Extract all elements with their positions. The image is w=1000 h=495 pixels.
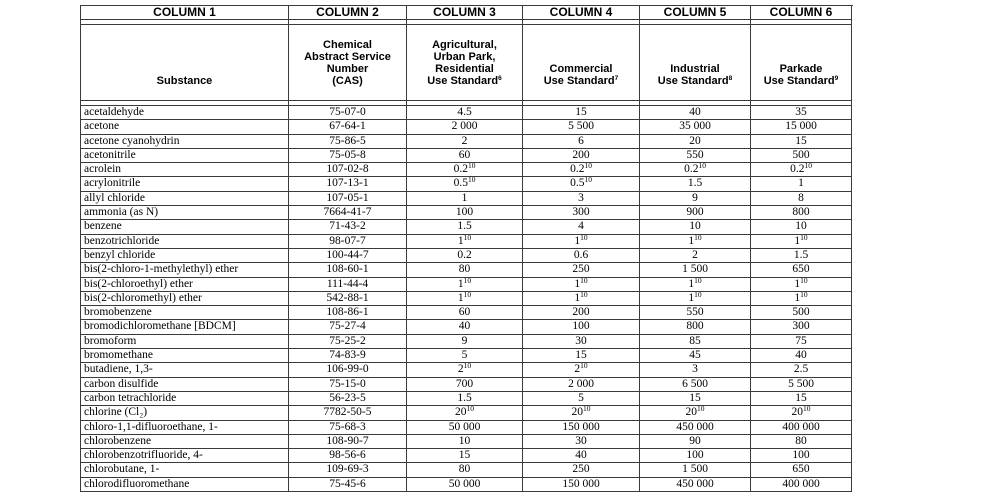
parkade-value-cell: 8 — [751, 192, 852, 206]
substance-cell: bis(2-chloroethyl) ether — [81, 278, 289, 292]
agricultural-residential-value-cell: 700 — [407, 378, 523, 392]
commercial-value-cell: 250 — [523, 463, 640, 477]
agricultural-residential-value-cell: 4.5 — [407, 106, 523, 120]
column-1-label: COLUMN 1 — [81, 6, 289, 20]
header-line — [523, 75, 639, 87]
agricultural-residential-value: 20 — [455, 406, 467, 419]
industrial-value-cell: 550 — [640, 306, 751, 320]
agricultural-residential-value-cell: 80 — [407, 463, 523, 477]
commercial-header — [523, 25, 640, 101]
footnote-ref: 10 — [804, 163, 812, 171]
agricultural-residential-value: 1 — [457, 277, 464, 290]
industrial-value-cell: 450 000 — [640, 478, 751, 492]
commercial-value-cell: 200 — [523, 306, 640, 320]
cas-number-cell: 542-88-1 — [289, 292, 407, 306]
column-5-label: COLUMN 5 — [640, 6, 751, 20]
agricultural-residential-value-cell: 2 000 — [407, 120, 523, 134]
substance-cell: bis(2-chloromethyl) ether — [81, 292, 289, 306]
parkade-value-cell: 650 — [751, 263, 852, 277]
footnote-ref: 10 — [694, 277, 702, 285]
industrial-value-cell: 1.5 — [640, 177, 751, 191]
agricultural-residential-value-cell: 50 000 — [407, 478, 523, 492]
substance-cell: bromoform — [81, 335, 289, 349]
substance-cell: benzene — [81, 220, 289, 234]
commercial-value-cell: 300 — [523, 206, 640, 220]
agricultural-residential-value-cell: 1 — [407, 192, 523, 206]
column-6-label: COLUMN 6 — [751, 6, 852, 20]
substance-cell: acetonitrile — [81, 149, 289, 163]
parkade-value-cell: 400 000 — [751, 478, 852, 492]
substance-cell: chlorobutane, 1- — [81, 463, 289, 477]
industrial-value: 1 — [688, 277, 695, 290]
industrial-value: 0.2 — [684, 163, 699, 176]
industrial-value-cell: 900 — [640, 206, 751, 220]
table-body — [81, 106, 853, 492]
industrial-value-cell: 450 000 — [640, 421, 751, 435]
industrial-value-cell: 85 — [640, 335, 751, 349]
parkade-value: 1 — [794, 277, 801, 290]
commercial-value: 1 — [574, 291, 581, 304]
cas-number-cell: 67-64-1 — [289, 120, 407, 134]
table-row — [81, 392, 853, 406]
header-line-text: Use Standard — [657, 75, 729, 87]
table-row — [81, 206, 853, 220]
commercial-value-cell — [523, 278, 640, 292]
footnote-ref: 10 — [466, 406, 474, 414]
table-row — [81, 363, 853, 377]
industrial-value-cell: 6 500 — [640, 378, 751, 392]
cas-number-header — [289, 25, 407, 101]
cas-number-cell: 109-69-3 — [289, 463, 407, 477]
footnote-ref: 10 — [463, 291, 472, 299]
parkade-value-cell: 300 — [751, 320, 852, 334]
header-line — [751, 75, 851, 87]
substance-cell: carbon tetrachloride — [81, 392, 289, 406]
footnote-ref: 10 — [800, 277, 808, 285]
industrial-value-cell: 100 — [640, 449, 751, 463]
header-line: Industrial — [670, 63, 720, 75]
agricultural-residential-value-cell — [407, 235, 523, 249]
agricultural-residential-header — [407, 25, 523, 101]
industrial-value-cell — [640, 163, 751, 177]
industrial-value-cell: 10 — [640, 220, 751, 234]
agricultural-residential-value-cell — [407, 278, 523, 292]
substance-cell: bromodichloromethane [BDCM] — [81, 320, 289, 334]
cas-number-cell: 71-43-2 — [289, 220, 407, 234]
header-line — [640, 75, 750, 87]
agricultural-residential-value-cell: 2 — [407, 135, 523, 149]
agricultural-residential-value: 0.2 — [453, 163, 468, 176]
table-row — [81, 278, 853, 292]
industrial-value-cell — [640, 292, 751, 306]
parkade-value-cell: 800 — [751, 206, 852, 220]
commercial-value-cell: 6 — [523, 135, 640, 149]
industrial-value-cell: 800 — [640, 320, 751, 334]
table-row — [81, 149, 853, 163]
parkade-value-cell — [751, 406, 852, 420]
parkade-value-cell: 500 — [751, 149, 852, 163]
footnote-ref: 10 — [463, 277, 472, 285]
footnote-ref: 10 — [467, 163, 476, 171]
commercial-value-cell — [523, 406, 640, 420]
header-line-text: Use Standard — [543, 75, 615, 87]
table-row — [81, 463, 853, 477]
header-line: Abstract Service — [304, 51, 391, 63]
agricultural-residential-value-cell: 1.5 — [407, 220, 523, 234]
table-row — [81, 106, 853, 120]
table-row — [81, 306, 853, 320]
commercial-value-cell: 4 — [523, 220, 640, 234]
commercial-value-cell: 40 — [523, 449, 640, 463]
agricultural-residential-value-cell: 50 000 — [407, 421, 523, 435]
parkade-value-cell: 5 500 — [751, 378, 852, 392]
commercial-value: 0.2 — [570, 163, 585, 176]
parkade-value: 0.2 — [790, 163, 805, 176]
agricultural-residential-value-cell: 80 — [407, 263, 523, 277]
cas-number-cell: 75-27-4 — [289, 320, 407, 334]
agricultural-residential-value-cell: 10 — [407, 435, 523, 449]
agricultural-residential-value-cell: 60 — [407, 149, 523, 163]
header-line-text: Use Standard — [427, 75, 499, 87]
parkade-value-cell: 75 — [751, 335, 852, 349]
industrial-value: 1 — [688, 291, 695, 304]
footnote-ref: 10 — [697, 406, 705, 414]
parkade-value-cell: 15 — [751, 392, 852, 406]
column-description-row — [81, 25, 853, 101]
table-row — [81, 406, 853, 420]
header-line: Parkade — [779, 63, 823, 75]
substance-cell: allyl chloride — [81, 192, 289, 206]
cas-number-cell: 108-86-1 — [289, 306, 407, 320]
industrial-value-cell: 45 — [640, 349, 751, 363]
substance-cell: benzotrichloride — [81, 235, 289, 249]
parkade-header — [751, 25, 852, 101]
header-line: Agricultural, — [432, 39, 497, 51]
industrial-value-cell: 1 500 — [640, 263, 751, 277]
commercial-value-cell: 0.6 — [523, 249, 640, 263]
commercial-value-cell: 150 000 — [523, 478, 640, 492]
commercial-value-cell: 30 — [523, 435, 640, 449]
table-row — [81, 435, 853, 449]
cas-number-cell: 7782-50-5 — [289, 406, 407, 420]
parkade-value-cell: 1.5 — [751, 249, 852, 263]
cas-number-cell: 98-07-7 — [289, 235, 407, 249]
soil-vapour-standards-table — [80, 5, 853, 492]
header-line: Substance — [156, 75, 213, 87]
cas-number-cell: 75-15-0 — [289, 378, 407, 392]
table-row — [81, 163, 853, 177]
industrial-value-cell: 15 — [640, 392, 751, 406]
parkade-value-cell: 1 — [751, 177, 852, 191]
commercial-value-cell: 250 — [523, 263, 640, 277]
cas-number-cell: 75-68-3 — [289, 421, 407, 435]
agricultural-residential-value-cell: 40 — [407, 320, 523, 334]
footnote-ref: 10 — [583, 406, 591, 414]
parkade-value-cell: 650 — [751, 463, 852, 477]
footnote-ref: 10 — [698, 163, 706, 171]
header-line — [407, 75, 522, 87]
industrial-value: 20 — [685, 406, 697, 419]
table-row — [81, 421, 853, 435]
industrial-value-cell — [640, 278, 751, 292]
table-row — [81, 292, 853, 306]
parkade-value-cell: 2.5 — [751, 363, 852, 377]
substance-cell: chlorobenzene — [81, 435, 289, 449]
parkade-value-cell: 40 — [751, 349, 852, 363]
substance-cell: chlorodifluoromethane — [81, 478, 289, 492]
commercial-value-cell — [523, 177, 640, 191]
footnote-ref: 10 — [584, 177, 592, 185]
footnote-ref: 10 — [467, 177, 476, 185]
commercial-value-cell — [523, 363, 640, 377]
parkade-value-cell — [751, 235, 852, 249]
industrial-value: 1 — [688, 234, 695, 247]
footnote-ref: 10 — [463, 234, 472, 242]
agricultural-residential-value-cell: 60 — [407, 306, 523, 320]
industrial-value-cell: 9 — [640, 192, 751, 206]
cas-number-cell: 98-56-6 — [289, 449, 407, 463]
commercial-value-cell: 5 — [523, 392, 640, 406]
table-row — [81, 192, 853, 206]
substance-cell: acrylonitrile — [81, 177, 289, 191]
header-line: Commercial — [549, 63, 613, 75]
agricultural-residential-value-cell: 1.5 — [407, 392, 523, 406]
commercial-value-cell — [523, 292, 640, 306]
agricultural-residential-value-cell — [407, 177, 523, 191]
cas-number-cell: 108-60-1 — [289, 263, 407, 277]
agricultural-residential-value-cell: 5 — [407, 349, 523, 363]
industrial-value-cell: 20 — [640, 135, 751, 149]
industrial-value-cell: 1 500 — [640, 463, 751, 477]
agricultural-residential-value-cell: 9 — [407, 335, 523, 349]
substance-cell: chloro-1,1-difluoroethane, 1- — [81, 421, 289, 435]
cas-number-cell: 100-44-7 — [289, 249, 407, 263]
parkade-value: 20 — [791, 406, 803, 419]
cas-number-cell: 106-99-0 — [289, 363, 407, 377]
commercial-value: 0.5 — [570, 177, 585, 190]
column-2-label: COLUMN 2 — [289, 6, 407, 20]
cas-number-cell: 56-23-5 — [289, 392, 407, 406]
table-row — [81, 263, 853, 277]
header-line: Number — [326, 63, 369, 75]
table-row — [81, 335, 853, 349]
footnote-ref: 6 — [498, 75, 502, 82]
parkade-value-cell: 100 — [751, 449, 852, 463]
commercial-value: 1 — [574, 234, 581, 247]
parkade-value-cell: 10 — [751, 220, 852, 234]
footnote-ref: 10 — [694, 291, 702, 299]
cas-number-cell: 75-86-5 — [289, 135, 407, 149]
footnote-ref: 10 — [800, 234, 808, 242]
agricultural-residential-value: 2 — [457, 363, 464, 376]
commercial-value-cell: 100 — [523, 320, 640, 334]
substance-cell: chlorobenzotrifluoride, 4- — [81, 449, 289, 463]
parkade-value-cell: 15 000 — [751, 120, 852, 134]
cas-number-cell: 107-05-1 — [289, 192, 407, 206]
commercial-value-cell: 200 — [523, 149, 640, 163]
table-row — [81, 235, 853, 249]
commercial-value-cell — [523, 235, 640, 249]
cas-number-cell: 74-83-9 — [289, 349, 407, 363]
commercial-value: 20 — [571, 406, 583, 419]
agricultural-residential-value-cell: 100 — [407, 206, 523, 220]
parkade-value-cell: 15 — [751, 135, 852, 149]
industrial-header — [640, 25, 751, 101]
substance-cell: bis(2-chloro-1-methylethyl) ether — [81, 263, 289, 277]
parkade-value: 1 — [794, 234, 801, 247]
table-row — [81, 135, 853, 149]
table-row — [81, 449, 853, 463]
parkade-value: 1 — [794, 291, 801, 304]
table-row — [81, 177, 853, 191]
commercial-value-cell: 15 — [523, 349, 640, 363]
commercial-value-cell: 30 — [523, 335, 640, 349]
agricultural-residential-value: 1 — [457, 234, 464, 247]
industrial-value-cell — [640, 406, 751, 420]
substance-cell: bromomethane — [81, 349, 289, 363]
table-row — [81, 478, 853, 492]
header-line: Chemical — [323, 39, 372, 51]
table-row — [81, 220, 853, 234]
cas-number-cell: 75-05-8 — [289, 149, 407, 163]
header-line: (CAS) — [332, 75, 363, 87]
cas-number-cell: 107-02-8 — [289, 163, 407, 177]
parkade-value-cell: 35 — [751, 106, 852, 120]
table-row — [81, 349, 853, 363]
agricultural-residential-value-cell — [407, 292, 523, 306]
commercial-value-cell: 2 000 — [523, 378, 640, 392]
agricultural-residential-value-cell: 15 — [407, 449, 523, 463]
table-row — [81, 378, 853, 392]
industrial-value-cell: 3 — [640, 363, 751, 377]
header-line: Urban Park, — [433, 51, 496, 63]
footnote-ref: 7 — [614, 75, 619, 82]
footnote-ref: 10 — [580, 363, 588, 371]
cas-number-cell: 108-90-7 — [289, 435, 407, 449]
substance-cell: butadiene, 1,3- — [81, 363, 289, 377]
table-row — [81, 249, 853, 263]
footnote-ref: 10 — [800, 291, 808, 299]
substance-cell: acrolein — [81, 163, 289, 177]
footnote-ref: 10 — [694, 234, 702, 242]
header-line: Residential — [435, 63, 494, 75]
substance-cell: ammonia (as N) — [81, 206, 289, 220]
footnote-ref: 10 — [580, 277, 588, 285]
industrial-value-cell: 550 — [640, 149, 751, 163]
substance-cell: bromobenzene — [81, 306, 289, 320]
commercial-value-cell: 15 — [523, 106, 640, 120]
table-row — [81, 320, 853, 334]
agricultural-residential-value: 1 — [457, 291, 464, 304]
column-number-row — [81, 6, 853, 20]
footnote-ref: 10 — [580, 234, 588, 242]
footnote-ref: 10 — [803, 406, 811, 414]
cas-number-cell: 75-07-0 — [289, 106, 407, 120]
commercial-value: 1 — [574, 277, 581, 290]
agricultural-residential-value-cell: 0.2 — [407, 249, 523, 263]
substance-cell: carbon disulfide — [81, 378, 289, 392]
cas-number-cell: 75-25-2 — [289, 335, 407, 349]
agricultural-residential-value-cell — [407, 363, 523, 377]
header-line-text: Use Standard — [763, 75, 835, 87]
agricultural-residential-value-cell — [407, 406, 523, 420]
commercial-value-cell — [523, 163, 640, 177]
column-3-label: COLUMN 3 — [407, 6, 523, 20]
agricultural-residential-value-cell — [407, 163, 523, 177]
footnote-ref: 10 — [584, 163, 592, 171]
industrial-value-cell: 35 000 — [640, 120, 751, 134]
table-row — [81, 120, 853, 134]
cas-number-cell: 111-44-4 — [289, 278, 407, 292]
footnote-ref: 10 — [580, 291, 588, 299]
industrial-value-cell: 40 — [640, 106, 751, 120]
cas-number-cell: 75-45-6 — [289, 478, 407, 492]
substance-cell: acetone — [81, 120, 289, 134]
commercial-value: 2 — [574, 363, 581, 376]
parkade-value-cell — [751, 278, 852, 292]
parkade-value-cell: 400 000 — [751, 421, 852, 435]
cas-number-cell: 7664-41-7 — [289, 206, 407, 220]
footnote-ref: 8 — [728, 75, 733, 82]
substance-cell: acetaldehyde — [81, 106, 289, 120]
parkade-value-cell: 80 — [751, 435, 852, 449]
cas-number-cell: 107-13-1 — [289, 177, 407, 191]
substance-header — [81, 25, 289, 101]
footnote-ref: 10 — [463, 363, 472, 371]
substance-cell: benzyl chloride — [81, 249, 289, 263]
parkade-value-cell: 500 — [751, 306, 852, 320]
agricultural-residential-value: 0.5 — [453, 177, 468, 190]
commercial-value-cell: 150 000 — [523, 421, 640, 435]
substance-cell: acetone cyanohydrin — [81, 135, 289, 149]
parkade-value-cell — [751, 163, 852, 177]
commercial-value-cell: 3 — [523, 192, 640, 206]
commercial-value-cell: 5 500 — [523, 120, 640, 134]
industrial-value-cell: 2 — [640, 249, 751, 263]
industrial-value-cell: 90 — [640, 435, 751, 449]
substance-cell: chlorine (Cl₂) — [81, 406, 289, 420]
parkade-value-cell — [751, 292, 852, 306]
industrial-value-cell — [640, 235, 751, 249]
column-4-label: COLUMN 4 — [523, 6, 640, 20]
footnote-ref: 9 — [834, 75, 839, 82]
